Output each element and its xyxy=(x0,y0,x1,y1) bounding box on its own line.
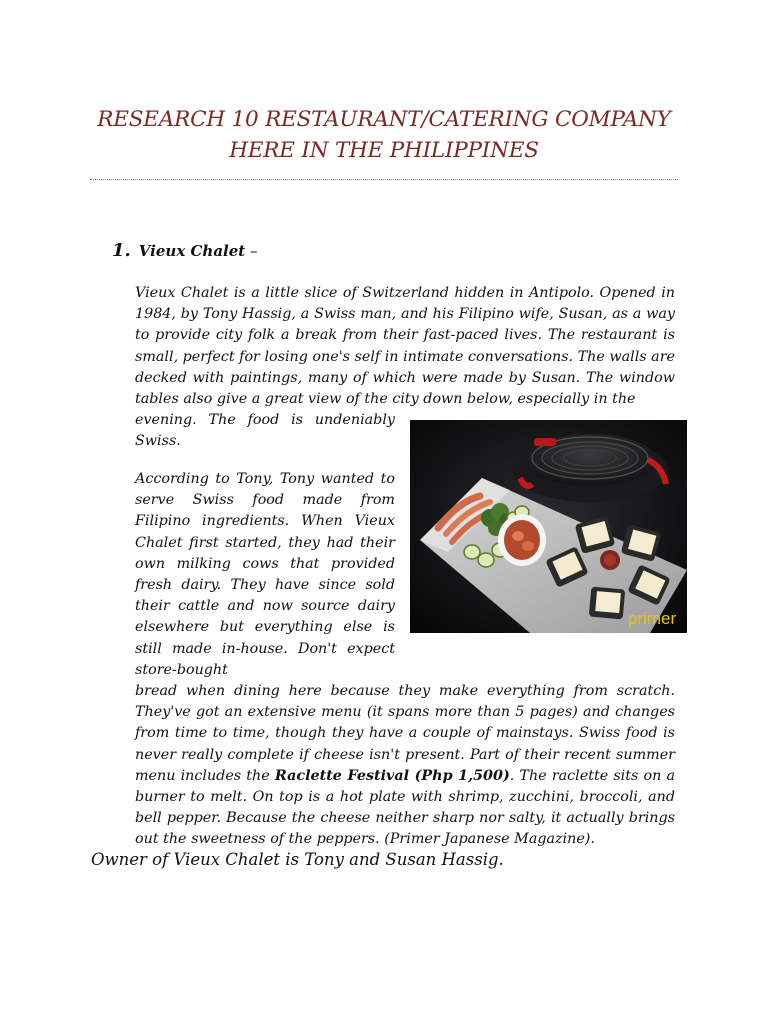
list-number: 1. xyxy=(112,240,131,261)
document-title xyxy=(90,104,678,166)
heading-dash: – xyxy=(245,242,258,260)
list-item-heading xyxy=(112,240,258,262)
paragraph-details xyxy=(135,469,675,851)
primer-watermark: primer xyxy=(628,609,677,628)
title-line-1: RESEARCH 10 RESTAURANT/CATERING COMPANY xyxy=(97,107,671,132)
paragraph-intro-narrow: evening. The food is undeniably Swiss. xyxy=(135,412,395,450)
title-line-2: HERE IN THE PHILIPPINES xyxy=(229,138,539,163)
raclette-festival-highlight: Raclette Festival (Php 1,500) xyxy=(274,767,510,784)
restaurant-name: Vieux Chalet xyxy=(138,242,246,260)
paragraph-details-wide-after: . The raclette sits on a burner to melt. On top is a hot plate with shrimp, zucchini, broccoli, and bell pepper. Because the cheese neither sharp nor salty, it actually brings out the sweetness of the peppers. (Primer Japanese Magazine). xyxy=(135,767,676,848)
paragraph-details-narrow: According to Tony, Tony wanted to serve Swiss food made from Filipino ingredients. When Vieux Chalet first started, they had their own milking cows that provided fresh dairy. They have since sold their cattle and now source dairy elsewhere but everything else is still made in-house. Don't expect store-bought xyxy=(135,471,395,678)
owner-statement: Owner of Vieux Chalet is Tony and Susan Hassig. xyxy=(91,850,504,869)
paragraph-intro-wide: Vieux Chalet is a little slice of Switzerland hidden in Antipolo. Opened in 1984, by Tony Hassig, a Swiss man, and his Filipino wife, Susan, as a way to provide city folk a break from their fast-paced lives. The restaurant is small, perfect for losing one's self in intimate conversations. The walls are decked with paintings, many of which were made by Susan. The window tables also give a great view of the city down below, especially in the xyxy=(135,285,675,408)
paragraph-details-wide-before: bread when dining here because they make everything from scratch. They've got an extensive menu (it spans more than 5 pages) and changes from time to time, though they have a couple of mainstays. Swiss food is never really complete if cheese isn't present. Part of their recent summer menu includes the xyxy=(135,683,675,784)
title-divider xyxy=(90,179,678,180)
